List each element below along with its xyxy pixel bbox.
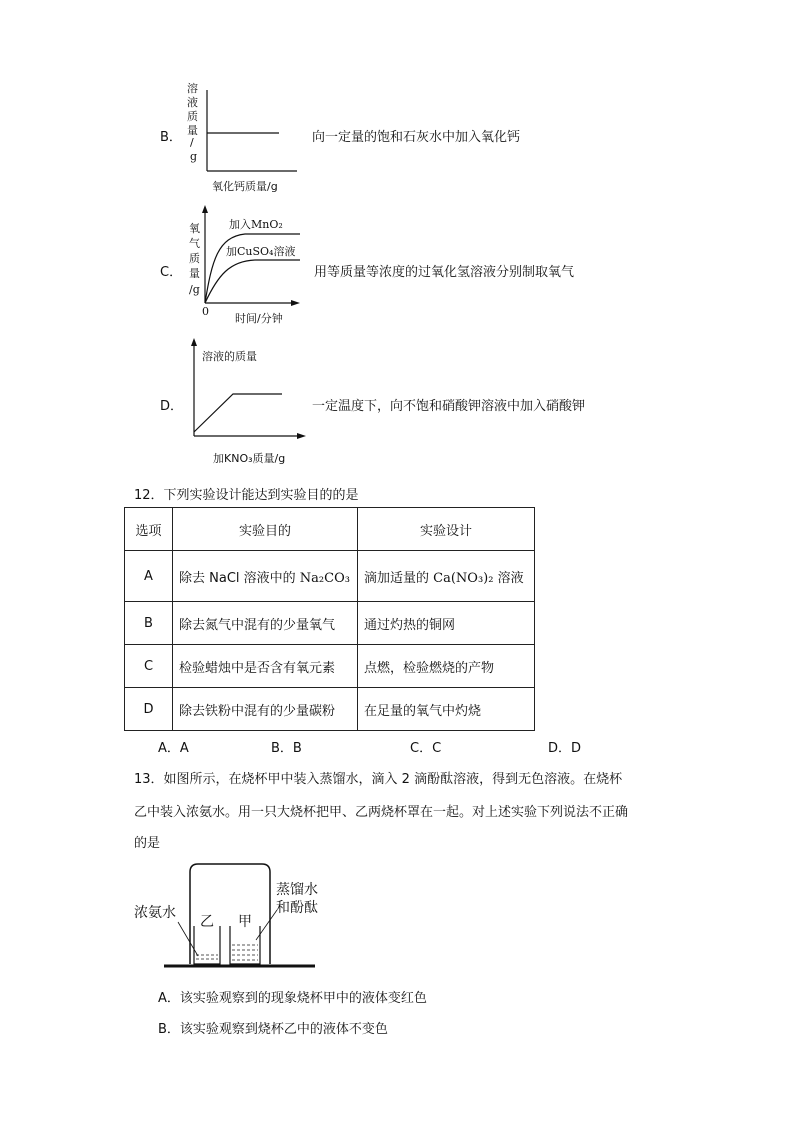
label-concentrated-ammonia: 浓氨水: [134, 905, 176, 921]
y-axis-arrow: [191, 338, 197, 346]
header-design: 实验设计: [358, 508, 535, 551]
table-row: [125, 551, 535, 602]
label-yi: 乙: [200, 914, 214, 930]
curve-cuso4: [205, 260, 300, 303]
choice-c[interactable]: C．C: [410, 741, 442, 756]
label-distilled-water: 蒸馏水: [276, 882, 318, 898]
option-d-desc: 一定温度下，向不饱和硝酸钾溶液中加入硝酸钾: [312, 399, 586, 414]
table-row: [125, 645, 535, 688]
cell-design: 点燃，检验燃烧的产物: [358, 645, 535, 688]
option-d-ylabel: 溶液的质量: [202, 350, 257, 363]
header-option: 选项: [125, 508, 173, 551]
option-c-desc: 用等质量等浓度的过氧化氢溶液分别制取氧气: [314, 265, 575, 280]
q13-line-1: 13．如图所示，在烧杯甲中装入蒸馏水，滴入 2 滴酚酞溶液，得到无色溶液。在烧杯: [134, 772, 623, 787]
q12-stem: 12．下列实验设计能达到实验目的的是: [134, 488, 359, 503]
ylabel-char: /: [190, 136, 194, 149]
q13-line-2: 乙中装入浓氨水。用一只大烧杯把甲、乙两烧杯罩在一起。对上述实验下列说法不正确: [134, 805, 629, 820]
option-c-letter: C．: [160, 265, 183, 280]
label-phenolphthalein: 和酚酞: [276, 900, 318, 916]
purpose-formula: Na₂CO₃: [299, 570, 350, 586]
q13-line-3: 的是: [134, 836, 161, 851]
cell-option: D: [125, 688, 173, 731]
cell-option: B: [125, 602, 173, 645]
ylabel-char: 质: [187, 110, 198, 123]
option-d-graph: [185, 338, 310, 443]
ylabel-char: 氧: [189, 222, 200, 235]
x-axis-arrow: [297, 433, 306, 439]
option-b-graph: [195, 85, 305, 175]
ylabel-char: /g: [189, 283, 200, 296]
ylabel-char: 液: [187, 96, 198, 109]
y-axis-arrow: [202, 205, 208, 213]
curve-cuso4-label: 加CuSO₄溶液: [226, 245, 296, 258]
cell-option: C: [125, 645, 173, 688]
solution-mass-line: [194, 394, 282, 432]
option-b-xlabel: 氧化钙质量/g: [212, 180, 278, 193]
cell-design: [358, 551, 535, 602]
design-text: 滴加适量的: [364, 570, 434, 586]
cell-purpose: [173, 551, 358, 602]
cell-option: A: [125, 551, 173, 602]
design-suffix: 溶液: [493, 570, 524, 586]
ylabel-char: 溶: [187, 82, 198, 95]
leader-line-right: [256, 910, 277, 940]
design-formula: Ca(NO₃)₂: [433, 570, 494, 586]
option-c-xlabel: 时间/分钟: [235, 312, 283, 325]
choice-d[interactable]: D．D: [548, 741, 582, 756]
origin-label: 0: [202, 305, 209, 318]
q12-table: [124, 507, 535, 731]
leader-line-left: [178, 922, 198, 956]
cell-purpose: 除去氮气中混有的少量氧气: [173, 602, 358, 645]
label-jia: 甲: [238, 914, 252, 930]
x-axis-arrow: [291, 300, 300, 306]
q13-choice-b[interactable]: B．该实验观察到烧杯乙中的液体不变色: [158, 1022, 388, 1037]
cell-purpose: 检验蜡烛中是否含有氧元素: [173, 645, 358, 688]
q13-choice-a[interactable]: A．该实验观察到的现象烧杯甲中的液体变红色: [158, 991, 427, 1006]
ylabel-char: 质: [189, 252, 200, 265]
choice-a[interactable]: A．A: [158, 741, 189, 756]
ylabel-char: 气: [189, 237, 200, 250]
table-row: [125, 602, 535, 645]
cell-design: 通过灼热的铜网: [358, 602, 535, 645]
cell-purpose: 除去铁粉中混有的少量碳粉: [173, 688, 358, 731]
header-purpose: 实验目的: [173, 508, 358, 551]
ylabel-char: 量: [187, 124, 198, 137]
ylabel-char: 量: [189, 267, 200, 280]
curve-mno2-label: 加入MnO₂: [229, 218, 283, 231]
beaker-yi: [194, 926, 220, 964]
cell-design: 在足量的氧气中灼烧: [358, 688, 535, 731]
purpose-text: 除去 NaCl 溶液中的: [179, 570, 300, 586]
table-row: [125, 688, 535, 731]
option-b-letter: B．: [160, 130, 182, 145]
option-d-xlabel: 加KNO₃质量/g: [213, 452, 286, 465]
option-d-letter: D．: [160, 399, 184, 414]
ylabel-char: g: [190, 150, 198, 163]
table-header-row: [125, 508, 535, 551]
option-b-desc: 向一定量的饱和石灰水中加入氧化钙: [312, 130, 521, 145]
choice-b[interactable]: B．B: [271, 741, 302, 756]
